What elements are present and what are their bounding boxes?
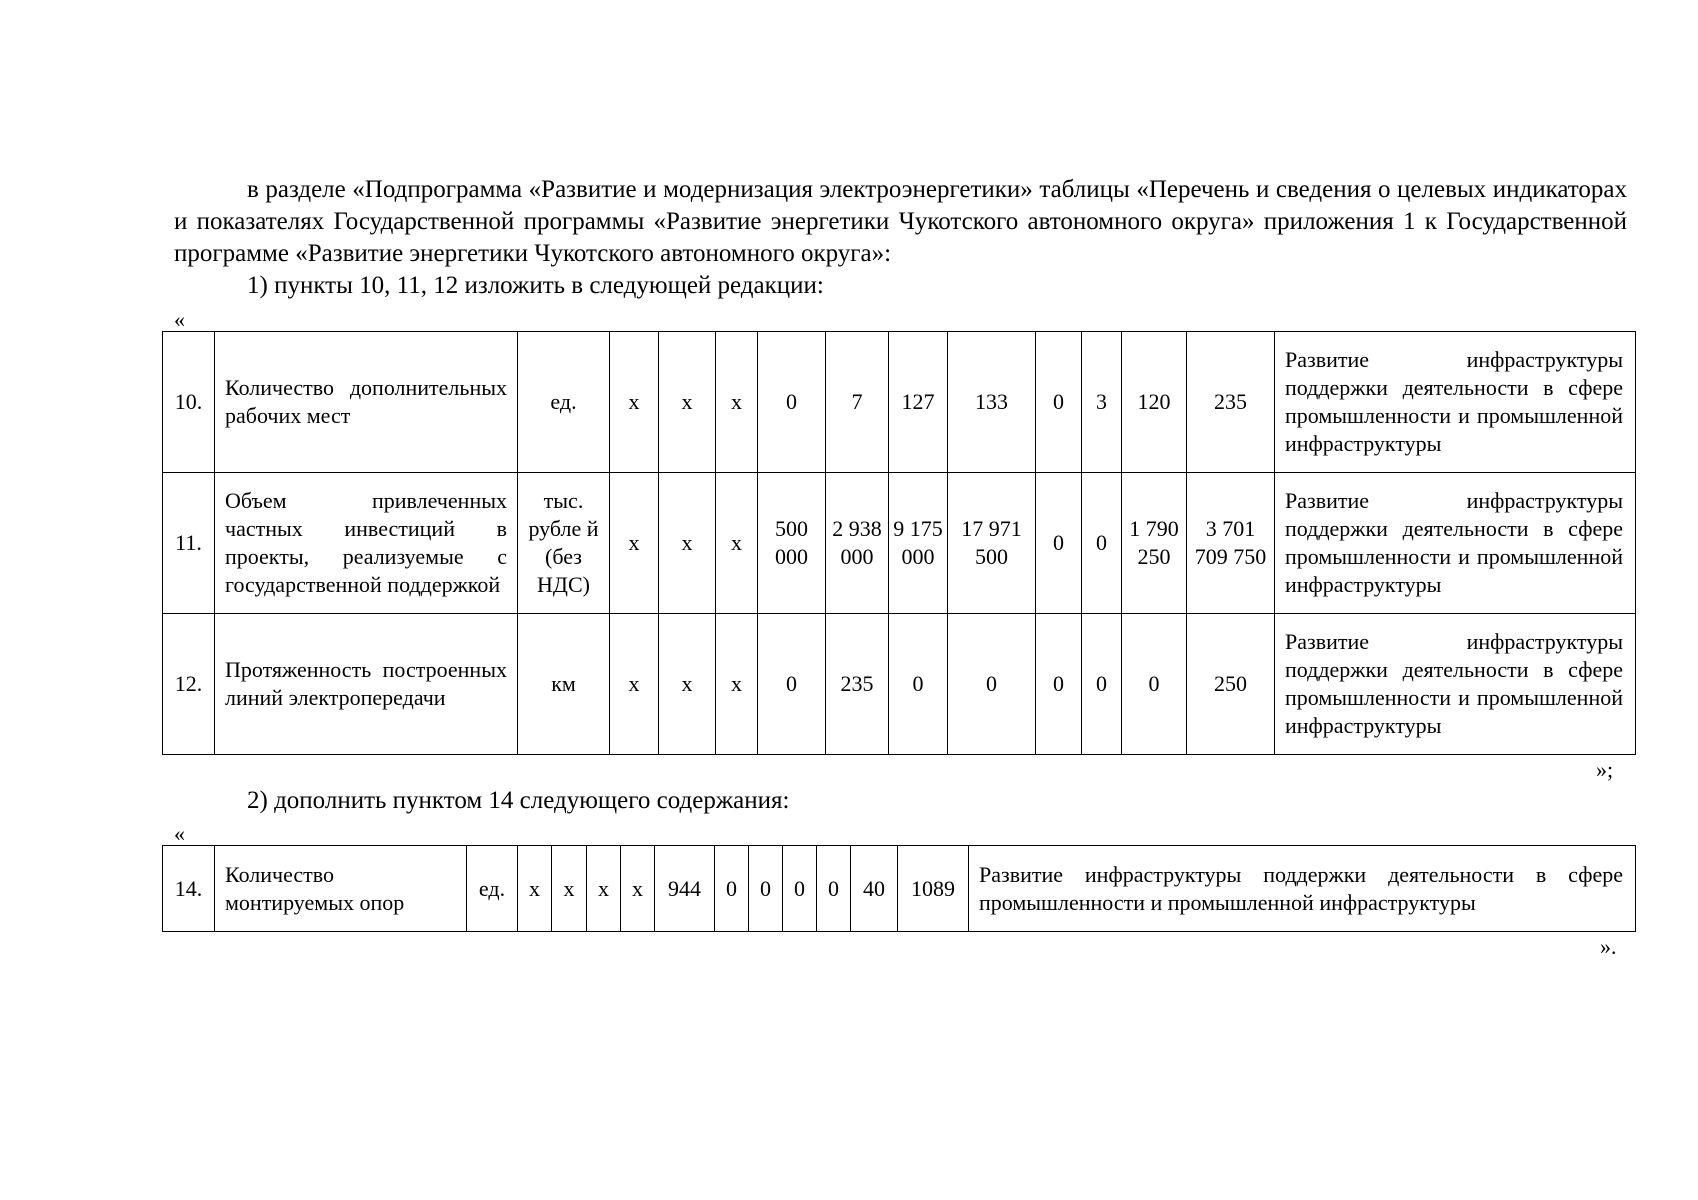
value-cell: 120 <box>1122 332 1187 473</box>
unit-cell: ед. <box>518 332 610 473</box>
value-cell: х <box>621 846 655 932</box>
value-cell: 0 <box>758 332 826 473</box>
value-cell: 0 <box>1036 614 1082 755</box>
value-cell: 0 <box>1036 473 1082 614</box>
value-cell: х <box>610 332 659 473</box>
value-cell: 1 790 250 <box>1122 473 1187 614</box>
value-cell: 127 <box>889 332 948 473</box>
item-1-heading: 1) пункты 10, 11, 12 изложить в следующей редакции: <box>247 272 824 299</box>
value-cell: 944 <box>655 846 715 932</box>
value-cell: х <box>610 473 659 614</box>
value-cell: 7 <box>826 332 889 473</box>
close-quote-2: ». <box>1600 934 1617 959</box>
value-cell: х <box>659 614 716 755</box>
value-cell: х <box>716 332 758 473</box>
value-cell: 2 938 000 <box>826 473 889 614</box>
table-row-11 <box>163 473 1636 614</box>
table-row-12 <box>163 614 1636 755</box>
value-cell: 0 <box>1122 614 1187 755</box>
value-cell: 0 <box>715 846 749 932</box>
value-cell: 0 <box>1036 332 1082 473</box>
value-cell: 250 <box>1187 614 1275 755</box>
value-cell: х <box>587 846 621 932</box>
note-cell: Развитие инфраструктуры поддержки деятельности в сфере промышленности и промышленной инфраструктуры <box>1275 332 1636 473</box>
row-number: 14. <box>163 846 215 932</box>
value-cell: х <box>659 332 716 473</box>
additional-indicator-table <box>162 845 1636 932</box>
value-cell: 17 971 500 <box>948 473 1036 614</box>
value-cell: 500 000 <box>758 473 826 614</box>
intro-paragraph: в разделе «Подпрограмма «Развитие и модернизация электроэнергетики» таблицы «Перечень и сведения о целевых индикаторах и показателях Государственной программы «Развитие энергетики Чукотского автономного округа» приложения 1 к Государственной программе «Развитие энергетики Чукотского автономного округа»: <box>174 176 1627 267</box>
unit-cell: ед. <box>467 846 518 932</box>
row-number: 10. <box>163 332 215 473</box>
item-2-heading: 2) дополнить пунктом 14 следующего содержания: <box>247 787 790 814</box>
value-cell: 1089 <box>898 846 969 932</box>
row-number: 11. <box>163 473 215 614</box>
value-cell: 133 <box>948 332 1036 473</box>
value-cell: х <box>610 614 659 755</box>
value-cell: 0 <box>948 614 1036 755</box>
note-cell: Развитие инфраструктуры поддержки деятельности в сфере промышленности и промышленной инфраструктуры <box>1275 473 1636 614</box>
indicator-name: Количество монтируемых опор <box>215 846 467 932</box>
value-cell: 235 <box>1187 332 1275 473</box>
value-cell: 3 701 709 750 <box>1187 473 1275 614</box>
value-cell: 0 <box>817 846 851 932</box>
value-cell: 0 <box>1082 473 1122 614</box>
open-quote-1: « <box>174 307 185 332</box>
row-number: 12. <box>163 614 215 755</box>
indicator-name: Протяженность построенных линий электропередачи <box>215 614 518 755</box>
value-cell: х <box>716 614 758 755</box>
table-row-10 <box>163 332 1636 473</box>
table-row-14 <box>163 846 1636 932</box>
note-cell: Развитие инфраструктуры поддержки деятельности в сфере промышленности и промышленной инфраструктуры <box>969 846 1636 932</box>
value-cell: 0 <box>889 614 948 755</box>
note-cell: Развитие инфраструктуры поддержки деятельности в сфере промышленности и промышленной инфраструктуры <box>1275 614 1636 755</box>
unit-cell: тыс. рубле й (без НДС) <box>518 473 610 614</box>
close-quote-1: »; <box>1596 757 1614 782</box>
value-cell: 0 <box>749 846 783 932</box>
open-quote-2: « <box>174 821 185 846</box>
unit-cell: км <box>518 614 610 755</box>
value-cell: х <box>716 473 758 614</box>
indicators-table <box>162 331 1636 755</box>
value-cell: 0 <box>1082 614 1122 755</box>
value-cell: х <box>552 846 587 932</box>
indicator-name: Объем привлеченных частных инвестиций в проекты, реализуемые с государственной поддержкой <box>215 473 518 614</box>
value-cell: 0 <box>783 846 817 932</box>
value-cell: 0 <box>758 614 826 755</box>
value-cell: 40 <box>851 846 898 932</box>
value-cell: 3 <box>1082 332 1122 473</box>
value-cell: х <box>518 846 552 932</box>
value-cell: х <box>659 473 716 614</box>
indicator-name: Количество дополнительных рабочих мест <box>215 332 518 473</box>
value-cell: 9 175 000 <box>889 473 948 614</box>
value-cell: 235 <box>826 614 889 755</box>
